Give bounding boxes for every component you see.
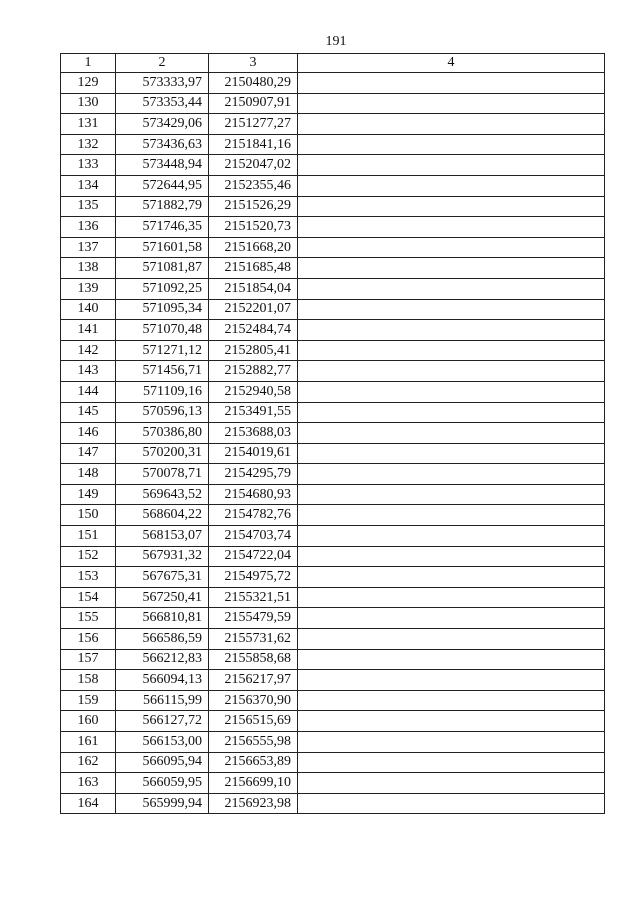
x-coordinate-cell: 570200,31	[116, 443, 209, 464]
header-row	[61, 54, 605, 73]
table-row	[61, 73, 605, 94]
description-cell	[298, 732, 605, 753]
x-coordinate-cell: 566810,81	[116, 608, 209, 629]
description-cell	[298, 196, 605, 217]
x-coordinate-cell: 571095,34	[116, 299, 209, 320]
y-coordinate-cell: 2152355,46	[209, 175, 298, 196]
table-row	[61, 237, 605, 258]
point-number-cell: 154	[61, 587, 116, 608]
description-cell	[298, 299, 605, 320]
point-number-cell: 131	[61, 114, 116, 135]
description-cell	[298, 114, 605, 135]
y-coordinate-cell: 2151841,16	[209, 134, 298, 155]
table-row	[61, 381, 605, 402]
y-coordinate-cell: 2152047,02	[209, 155, 298, 176]
table-row	[61, 773, 605, 794]
description-cell	[298, 278, 605, 299]
x-coordinate-cell: 566153,00	[116, 732, 209, 753]
y-coordinate-cell: 2154680,93	[209, 484, 298, 505]
coordinates-table	[60, 53, 605, 814]
point-number-cell: 132	[61, 134, 116, 155]
x-coordinate-cell: 571601,58	[116, 237, 209, 258]
point-number-cell: 164	[61, 793, 116, 814]
point-number-cell: 139	[61, 278, 116, 299]
y-coordinate-cell: 2152940,58	[209, 381, 298, 402]
description-cell	[298, 175, 605, 196]
table-header	[61, 54, 605, 73]
x-coordinate-cell: 569643,52	[116, 484, 209, 505]
description-cell	[298, 361, 605, 382]
x-coordinate-cell: 567675,31	[116, 567, 209, 588]
description-cell	[298, 217, 605, 238]
y-coordinate-cell: 2151277,27	[209, 114, 298, 135]
y-coordinate-cell: 2155858,68	[209, 649, 298, 670]
x-coordinate-cell: 567250,41	[116, 587, 209, 608]
x-coordinate-cell: 573448,94	[116, 155, 209, 176]
x-coordinate-cell: 571092,25	[116, 278, 209, 299]
point-number-cell: 157	[61, 649, 116, 670]
point-number-cell: 143	[61, 361, 116, 382]
description-cell	[298, 155, 605, 176]
point-number-cell: 151	[61, 526, 116, 547]
y-coordinate-cell: 2155321,51	[209, 587, 298, 608]
table-row	[61, 711, 605, 732]
description-cell	[298, 752, 605, 773]
x-coordinate-cell: 568153,07	[116, 526, 209, 547]
table-row	[61, 402, 605, 423]
point-number-cell: 155	[61, 608, 116, 629]
description-cell	[298, 402, 605, 423]
y-coordinate-cell: 2155479,59	[209, 608, 298, 629]
x-coordinate-cell: 570386,80	[116, 423, 209, 444]
x-coordinate-cell: 565999,94	[116, 793, 209, 814]
description-cell	[298, 340, 605, 361]
table-row	[61, 258, 605, 279]
table-row	[61, 464, 605, 485]
point-number-cell: 162	[61, 752, 116, 773]
x-coordinate-cell: 568604,22	[116, 505, 209, 526]
point-number-cell: 129	[61, 73, 116, 94]
y-coordinate-cell: 2154975,72	[209, 567, 298, 588]
table-row	[61, 114, 605, 135]
table-row	[61, 155, 605, 176]
description-cell	[298, 629, 605, 650]
description-cell	[298, 464, 605, 485]
y-coordinate-cell: 2156653,89	[209, 752, 298, 773]
table-row	[61, 752, 605, 773]
table-row	[61, 732, 605, 753]
table-row	[61, 649, 605, 670]
table-row	[61, 175, 605, 196]
description-cell	[298, 73, 605, 94]
y-coordinate-cell: 2156699,10	[209, 773, 298, 794]
point-number-cell: 133	[61, 155, 116, 176]
table-row	[61, 505, 605, 526]
table-row	[61, 93, 605, 114]
y-coordinate-cell: 2156515,69	[209, 711, 298, 732]
table-row	[61, 340, 605, 361]
y-coordinate-cell: 2154019,61	[209, 443, 298, 464]
table-row	[61, 567, 605, 588]
description-cell	[298, 567, 605, 588]
x-coordinate-cell: 566212,83	[116, 649, 209, 670]
table-row	[61, 793, 605, 814]
y-coordinate-cell: 2151520,73	[209, 217, 298, 238]
point-number-cell: 149	[61, 484, 116, 505]
x-coordinate-cell: 571746,35	[116, 217, 209, 238]
y-coordinate-cell: 2152201,07	[209, 299, 298, 320]
description-cell	[298, 320, 605, 341]
point-number-cell: 146	[61, 423, 116, 444]
description-cell	[298, 773, 605, 794]
x-coordinate-cell: 570078,71	[116, 464, 209, 485]
x-coordinate-cell: 566115,99	[116, 690, 209, 711]
table-row	[61, 526, 605, 547]
table-row	[61, 670, 605, 691]
point-number-cell: 138	[61, 258, 116, 279]
point-number-cell: 145	[61, 402, 116, 423]
y-coordinate-cell: 2151526,29	[209, 196, 298, 217]
x-coordinate-cell: 567931,32	[116, 546, 209, 567]
x-coordinate-cell: 566586,59	[116, 629, 209, 650]
table-row	[61, 320, 605, 341]
x-coordinate-cell: 571271,12	[116, 340, 209, 361]
point-number-cell: 144	[61, 381, 116, 402]
table-row	[61, 361, 605, 382]
point-number-cell: 141	[61, 320, 116, 341]
x-coordinate-cell: 570596,13	[116, 402, 209, 423]
description-cell	[298, 423, 605, 444]
y-coordinate-cell: 2156555,98	[209, 732, 298, 753]
y-coordinate-cell: 2152805,41	[209, 340, 298, 361]
x-coordinate-cell: 566095,94	[116, 752, 209, 773]
description-cell	[298, 793, 605, 814]
y-coordinate-cell: 2154722,04	[209, 546, 298, 567]
x-coordinate-cell: 573429,06	[116, 114, 209, 135]
table-row	[61, 423, 605, 444]
y-coordinate-cell: 2152484,74	[209, 320, 298, 341]
x-coordinate-cell: 571456,71	[116, 361, 209, 382]
point-number-cell: 156	[61, 629, 116, 650]
table-row	[61, 690, 605, 711]
x-coordinate-cell: 572644,95	[116, 175, 209, 196]
description-cell	[298, 258, 605, 279]
y-coordinate-cell: 2153491,55	[209, 402, 298, 423]
point-number-cell: 161	[61, 732, 116, 753]
x-coordinate-cell: 571109,16	[116, 381, 209, 402]
description-cell	[298, 381, 605, 402]
column-header-4: 4	[298, 54, 605, 73]
y-coordinate-cell: 2156370,90	[209, 690, 298, 711]
table-row	[61, 278, 605, 299]
x-coordinate-cell: 573353,44	[116, 93, 209, 114]
y-coordinate-cell: 2154703,74	[209, 526, 298, 547]
table-row	[61, 629, 605, 650]
column-header-2: 2	[116, 54, 209, 73]
y-coordinate-cell: 2156923,98	[209, 793, 298, 814]
point-number-cell: 136	[61, 217, 116, 238]
description-cell	[298, 443, 605, 464]
point-number-cell: 160	[61, 711, 116, 732]
point-number-cell: 153	[61, 567, 116, 588]
y-coordinate-cell: 2150907,91	[209, 93, 298, 114]
x-coordinate-cell: 573333,97	[116, 73, 209, 94]
point-number-cell: 142	[61, 340, 116, 361]
table-row	[61, 587, 605, 608]
y-coordinate-cell: 2153688,03	[209, 423, 298, 444]
x-coordinate-cell: 566059,95	[116, 773, 209, 794]
description-cell	[298, 649, 605, 670]
description-cell	[298, 670, 605, 691]
y-coordinate-cell: 2152882,77	[209, 361, 298, 382]
y-coordinate-cell: 2156217,97	[209, 670, 298, 691]
y-coordinate-cell: 2151854,04	[209, 278, 298, 299]
point-number-cell: 147	[61, 443, 116, 464]
point-number-cell: 137	[61, 237, 116, 258]
description-cell	[298, 505, 605, 526]
point-number-cell: 134	[61, 175, 116, 196]
y-coordinate-cell: 2151685,48	[209, 258, 298, 279]
description-cell	[298, 546, 605, 567]
description-cell	[298, 608, 605, 629]
description-cell	[298, 484, 605, 505]
table-body	[61, 73, 605, 814]
description-cell	[298, 526, 605, 547]
point-number-cell: 163	[61, 773, 116, 794]
table-row	[61, 608, 605, 629]
y-coordinate-cell: 2154782,76	[209, 505, 298, 526]
point-number-cell: 150	[61, 505, 116, 526]
y-coordinate-cell: 2150480,29	[209, 73, 298, 94]
x-coordinate-cell: 571882,79	[116, 196, 209, 217]
description-cell	[298, 587, 605, 608]
point-number-cell: 148	[61, 464, 116, 485]
table-row	[61, 484, 605, 505]
description-cell	[298, 711, 605, 732]
column-header-1: 1	[61, 54, 116, 73]
x-coordinate-cell: 571070,48	[116, 320, 209, 341]
description-cell	[298, 134, 605, 155]
column-header-3: 3	[209, 54, 298, 73]
x-coordinate-cell: 566094,13	[116, 670, 209, 691]
x-coordinate-cell: 573436,63	[116, 134, 209, 155]
table-row	[61, 443, 605, 464]
y-coordinate-cell: 2154295,79	[209, 464, 298, 485]
point-number-cell: 135	[61, 196, 116, 217]
description-cell	[298, 237, 605, 258]
point-number-cell: 159	[61, 690, 116, 711]
description-cell	[298, 690, 605, 711]
table-row	[61, 217, 605, 238]
y-coordinate-cell: 2151668,20	[209, 237, 298, 258]
point-number-cell: 158	[61, 670, 116, 691]
point-number-cell: 152	[61, 546, 116, 567]
point-number-cell: 140	[61, 299, 116, 320]
x-coordinate-cell: 571081,87	[116, 258, 209, 279]
page-number: 191	[325, 34, 347, 49]
point-number-cell: 130	[61, 93, 116, 114]
table-row	[61, 196, 605, 217]
table-row	[61, 546, 605, 567]
table-row	[61, 299, 605, 320]
description-cell	[298, 93, 605, 114]
table-row	[61, 134, 605, 155]
y-coordinate-cell: 2155731,62	[209, 629, 298, 650]
x-coordinate-cell: 566127,72	[116, 711, 209, 732]
